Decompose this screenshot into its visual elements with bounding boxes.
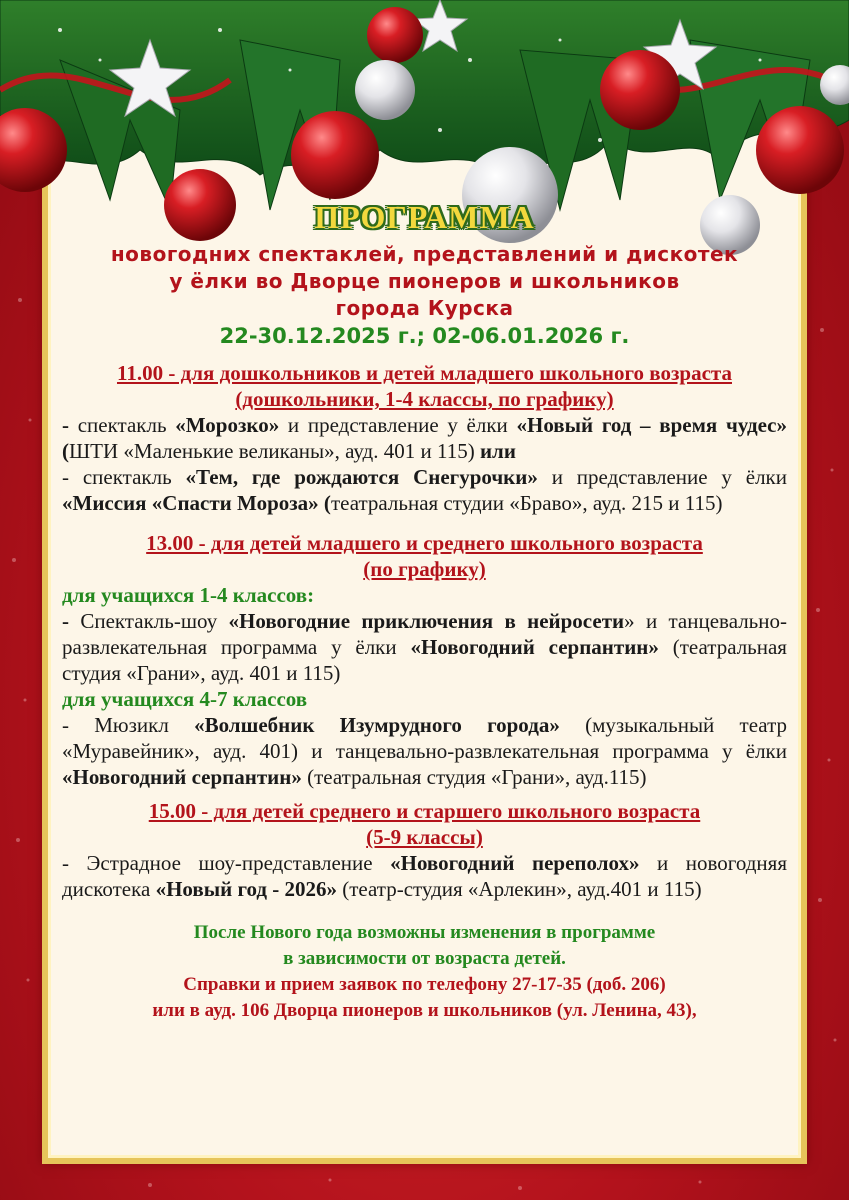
entry-segment: «Новогодние приключения в нейросети [228, 609, 625, 634]
entry-segment: - спектакль [62, 465, 186, 490]
entry-segment: «Волшебник Изумрудного города» [194, 713, 560, 738]
entry-segment: и новогодняя дискотека [62, 851, 787, 902]
entry-segment: и представление у ёлки [537, 465, 787, 490]
group-label: для учащихся 4-7 классов [62, 687, 308, 712]
entry-segment: «Миссия «Спасти Мороза» ( [62, 491, 331, 516]
entry-segment: «Новогодний переполох» [390, 851, 640, 876]
group-label: для учащихся 1-4 классов: [62, 583, 315, 608]
program-dates: 22-30.12.2025 г.; 02-06.01.2026 г. [219, 324, 630, 349]
program-content [62, 200, 787, 1024]
program-entry [62, 850, 787, 902]
footer-contact: Справки и прием заявок по телефону 27-17-35 (доб. 206) [183, 974, 666, 996]
program-title: ПРОГРАММА [314, 199, 535, 235]
footer-notes [62, 920, 787, 1024]
entry-segment: «Новый год – время чудес» ( [62, 413, 788, 464]
subtitle-line: города Курска [335, 296, 514, 321]
section-heading: 15.00 - для детей среднего и старшего школьного возраста [148, 799, 701, 824]
section-heading: (дошкольники, 1-4 классы, по графику) [235, 387, 614, 412]
section-11-00 [62, 360, 787, 516]
program-subtitle [62, 241, 787, 322]
program-entry [62, 712, 787, 790]
entry-segment: (театральная студия «Грани», ауд.115) [301, 765, 647, 790]
entry-segment: или [479, 439, 516, 464]
fir-branches-decoration [0, 0, 849, 210]
entry-segment: «Тем, где рождаются Снегурочки» [185, 465, 538, 490]
entry-segment: ШТИ «Маленькие великаны», ауд. 401 и 115) [69, 439, 480, 464]
entry-segment: - [62, 413, 78, 438]
section-heading: (5-9 классы) [366, 825, 483, 850]
section-heading: 11.00 - для дошкольников и детей младшего школьного возраста [116, 361, 732, 386]
entry-segment: - Мюзикл [62, 713, 195, 738]
entry-segment: и представление у ёлки [279, 413, 517, 438]
entry-segment: «Морозко» [175, 413, 280, 438]
entry-segment: «Новогодний серпантин» [62, 765, 302, 790]
entry-segment: театральная студии «Браво», ауд. 215 и 115) [330, 491, 723, 516]
program-entry [62, 412, 787, 464]
footer-note-green: После Нового года возможны изменения в программе [193, 922, 656, 944]
entry-segment: - Эстрадное шоу-представление [62, 851, 391, 876]
subtitle-line: новогодних спектаклей, представлений и дискотек [110, 242, 739, 267]
entry-segment: «Новый год - 2026» [155, 877, 337, 902]
entry-segment: » и танцевально-развлекательная программа у ёлки [62, 609, 787, 660]
section-15-00 [62, 798, 787, 902]
section-heading: 13.00 - для детей младшего и среднего школьного возраста [146, 531, 703, 556]
entry-segment: спектакль [77, 413, 176, 438]
footer-contact: или в ауд. 106 Дворца пионеров и школьников (ул. Ленина, 43), [152, 1000, 697, 1022]
entry-segment: (музыкальный театр «Муравейник», ауд. 401) и танцевально-развлекательная программа у ёлки [62, 713, 788, 764]
program-entry [62, 608, 787, 686]
entry-segment: Спектакль-шоу [69, 609, 229, 634]
program-entry [62, 464, 787, 516]
entry-segment: - [62, 609, 69, 634]
entry-segment: (театральная студия «Грани», ауд. 401 и 115) [62, 635, 787, 686]
footer-note-green: в зависимости от возраста детей. [283, 948, 566, 970]
entry-segment: «Новогодний серпантин» [410, 635, 659, 660]
entry-segment: (театр-студия «Арлекин», ауд.401 и 115) [337, 877, 702, 902]
section-heading: (по графику) [363, 557, 486, 582]
subtitle-line: у ёлки во Дворце пионеров и школьников [169, 269, 680, 294]
section-13-00 [62, 530, 787, 790]
